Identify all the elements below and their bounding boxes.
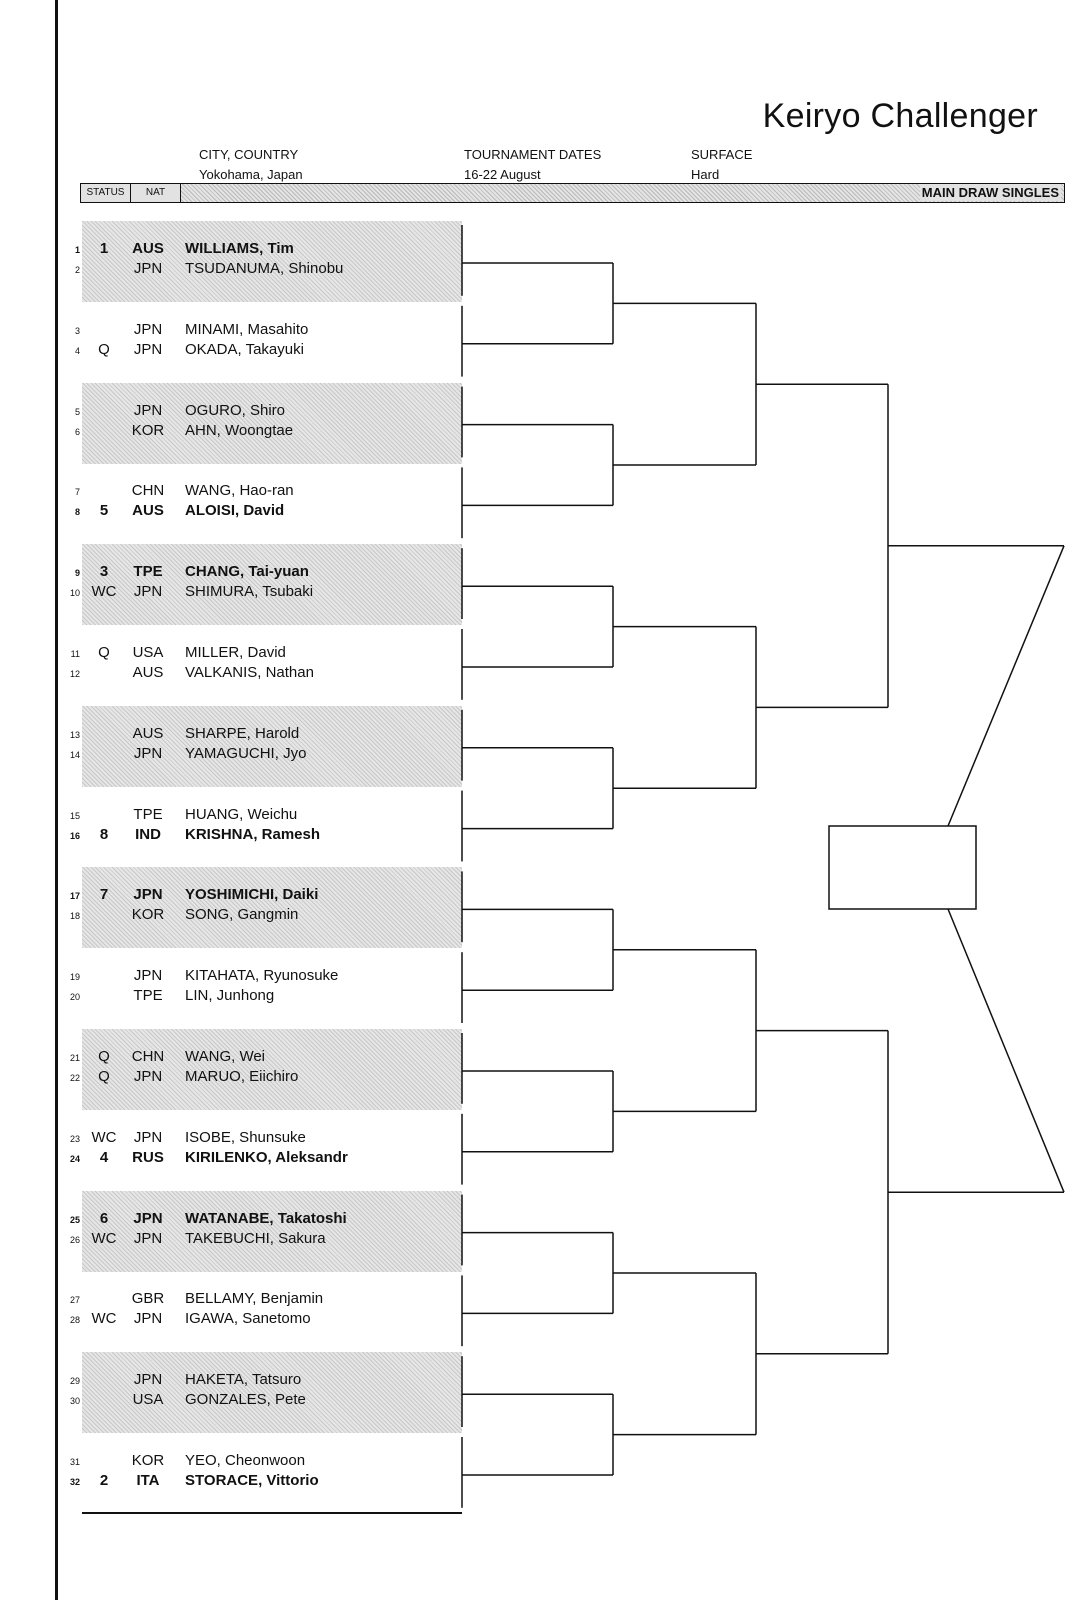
player-nationality: KOR bbox=[131, 906, 165, 924]
player-name: KIRILENKO, Aleksandr bbox=[185, 1148, 348, 1166]
draw-position: 5 bbox=[74, 406, 80, 417]
dates-label: TOURNAMENT DATES bbox=[464, 147, 602, 162]
draw-position: 18 bbox=[69, 911, 80, 922]
draw-position: 16 bbox=[69, 830, 80, 841]
player-nationality: TPE bbox=[133, 987, 163, 1005]
player-nationality: USA bbox=[132, 1391, 164, 1409]
player-nationality: AUS bbox=[132, 240, 164, 257]
player-status: 7 bbox=[99, 886, 109, 904]
player-nationality: JPN bbox=[133, 1068, 163, 1085]
player-nationality: JPN bbox=[133, 583, 163, 601]
final-diagonal-bottom bbox=[948, 909, 1064, 1192]
player-nationality: JPN bbox=[133, 886, 163, 904]
player-nationality: JPN bbox=[133, 320, 163, 338]
city-value: Yokohama, Japan bbox=[199, 167, 303, 182]
player-name: WANG, Hao-ran bbox=[185, 482, 294, 500]
player-name: LIN, Junhong bbox=[185, 987, 275, 1005]
player-status: Q bbox=[98, 1048, 110, 1065]
player-status: 3 bbox=[99, 563, 109, 581]
draw-position: 29 bbox=[69, 1376, 80, 1387]
draw-position: 22 bbox=[69, 1073, 80, 1083]
final-diagonal-top bbox=[948, 546, 1064, 826]
player-name: BELLAMY, Benjamin bbox=[185, 1290, 324, 1308]
player-nationality: JPN bbox=[133, 1371, 163, 1389]
player-nationality: RUS bbox=[132, 1148, 164, 1166]
player-nationality: JPN bbox=[133, 401, 163, 419]
draw-position: 28 bbox=[69, 1315, 80, 1326]
draw-position: 17 bbox=[69, 891, 80, 902]
player-nationality: TPE bbox=[133, 805, 163, 823]
player-nationality: AUS bbox=[132, 502, 164, 520]
player-name: MARUO, Eiichiro bbox=[185, 1068, 299, 1085]
player-nationality: USA bbox=[132, 644, 164, 661]
draw-position: 13 bbox=[69, 729, 80, 740]
player-nationality: JPN bbox=[133, 340, 163, 358]
draw-type-label: MAIN DRAW SINGLES bbox=[921, 185, 1059, 200]
player-nationality: CHN bbox=[131, 1048, 165, 1065]
player-name: KRISHNA, Ramesh bbox=[185, 825, 321, 843]
draw-position: 24 bbox=[69, 1153, 80, 1164]
draw-position: 21 bbox=[69, 1053, 80, 1063]
draw-position: 8 bbox=[74, 507, 80, 518]
player-name: HUANG, Weichu bbox=[185, 805, 298, 823]
surface-label: SURFACE bbox=[691, 147, 753, 162]
tournament-title: Keiryo Challenger bbox=[762, 96, 1038, 135]
draw-position: 25 bbox=[69, 1214, 80, 1225]
player-name: SHIMURA, Tsubaki bbox=[185, 583, 314, 601]
player-nationality: JPN bbox=[133, 1128, 163, 1146]
player-status: 4 bbox=[99, 1148, 109, 1166]
player-name: STORACE, Vittorio bbox=[185, 1472, 319, 1489]
player-name: WILLIAMS, Tim bbox=[185, 240, 294, 257]
player-name: ISOBE, Shunsuke bbox=[185, 1128, 306, 1146]
draw-position: 26 bbox=[69, 1234, 80, 1245]
player-name: YOSHIMICHI, Daiki bbox=[185, 886, 319, 904]
draw-position: 10 bbox=[69, 588, 80, 599]
player-name: ALOISI, David bbox=[185, 502, 285, 520]
draw-position: 19 bbox=[69, 972, 80, 983]
player-name: MILLER, David bbox=[185, 644, 286, 661]
player-status: Q bbox=[98, 644, 110, 661]
player-name: SONG, Gangmin bbox=[185, 906, 299, 924]
player-name: TSUDANUMA, Shinobu bbox=[185, 260, 344, 277]
draw-position: 7 bbox=[74, 487, 80, 498]
draw-position: 9 bbox=[74, 568, 80, 579]
draw-position: 20 bbox=[69, 992, 80, 1003]
status-column-header: STATUS bbox=[81, 184, 131, 202]
draw-position: 6 bbox=[74, 426, 80, 437]
player-status: 1 bbox=[99, 240, 109, 257]
draw-position: 3 bbox=[74, 325, 80, 336]
player-name: WANG, Wei bbox=[185, 1048, 266, 1065]
draw-position: 14 bbox=[69, 749, 80, 760]
player-status: WC bbox=[91, 1310, 117, 1328]
player-name: WATANABE, Takatoshi bbox=[185, 1209, 347, 1227]
player-nationality: KOR bbox=[131, 421, 165, 439]
player-status: 5 bbox=[99, 502, 109, 520]
player-nationality: JPN bbox=[133, 260, 163, 277]
draw-position: 11 bbox=[70, 649, 80, 659]
draw-position: 1 bbox=[74, 245, 80, 255]
player-nationality: TPE bbox=[133, 563, 163, 581]
draw-position: 4 bbox=[74, 345, 80, 356]
player-name: OKADA, Takayuki bbox=[185, 340, 304, 358]
player-nationality: JPN bbox=[133, 1209, 163, 1227]
player-name: GONZALES, Pete bbox=[185, 1391, 306, 1409]
player-nationality: IND bbox=[135, 825, 161, 843]
player-nationality: CHN bbox=[131, 482, 165, 500]
player-name: SHARPE, Harold bbox=[185, 724, 300, 742]
draw-position: 12 bbox=[69, 669, 80, 679]
player-status: Q bbox=[98, 340, 110, 358]
draw-position: 23 bbox=[69, 1133, 80, 1144]
dates-value: 16-22 August bbox=[464, 167, 541, 182]
player-nationality: ITA bbox=[136, 1472, 160, 1489]
player-name: IGAWA, Sanetomo bbox=[185, 1310, 311, 1328]
player-status: WC bbox=[91, 1128, 117, 1146]
draw-position: 30 bbox=[69, 1396, 80, 1407]
player-status: WC bbox=[91, 583, 117, 601]
player-name: OGURO, Shiro bbox=[185, 401, 286, 419]
draw-position: 31 bbox=[69, 1457, 80, 1467]
nat-column-header: NAT bbox=[131, 184, 181, 202]
player-name: TAKEBUCHI, Sakura bbox=[185, 1229, 326, 1247]
player-nationality: JPN bbox=[133, 1310, 163, 1328]
player-name: AHN, Woongtae bbox=[185, 421, 294, 439]
surface-value: Hard bbox=[691, 167, 720, 182]
player-name: VALKANIS, Nathan bbox=[185, 664, 314, 681]
draw-position: 2 bbox=[74, 265, 80, 275]
player-name: YEO, Cheonwoon bbox=[185, 1452, 306, 1469]
champion-box bbox=[829, 826, 976, 909]
player-nationality: JPN bbox=[133, 744, 163, 762]
player-status: 2 bbox=[99, 1472, 109, 1489]
player-nationality: AUS bbox=[132, 724, 164, 742]
player-nationality: KOR bbox=[131, 1452, 165, 1469]
city-label: CITY, COUNTRY bbox=[199, 147, 299, 162]
draw-position: 27 bbox=[69, 1295, 80, 1306]
player-status: Q bbox=[98, 1068, 110, 1085]
player-nationality: GBR bbox=[131, 1290, 165, 1308]
player-name: MINAMI, Masahito bbox=[185, 320, 309, 338]
player-name: CHANG, Tai-yuan bbox=[185, 563, 309, 581]
player-name: HAKETA, Tatsuro bbox=[185, 1371, 302, 1389]
player-status: 8 bbox=[99, 825, 109, 843]
player-nationality: AUS bbox=[132, 664, 164, 681]
player-nationality: JPN bbox=[133, 1229, 163, 1247]
player-status: WC bbox=[91, 1229, 117, 1247]
player-status: 6 bbox=[99, 1209, 109, 1227]
player-name: YAMAGUCHI, Jyo bbox=[185, 744, 307, 762]
draw-position: 32 bbox=[69, 1477, 80, 1487]
draw-position: 15 bbox=[69, 810, 80, 821]
player-name: KITAHATA, Ryunosuke bbox=[185, 967, 339, 985]
player-nationality: JPN bbox=[133, 967, 163, 985]
